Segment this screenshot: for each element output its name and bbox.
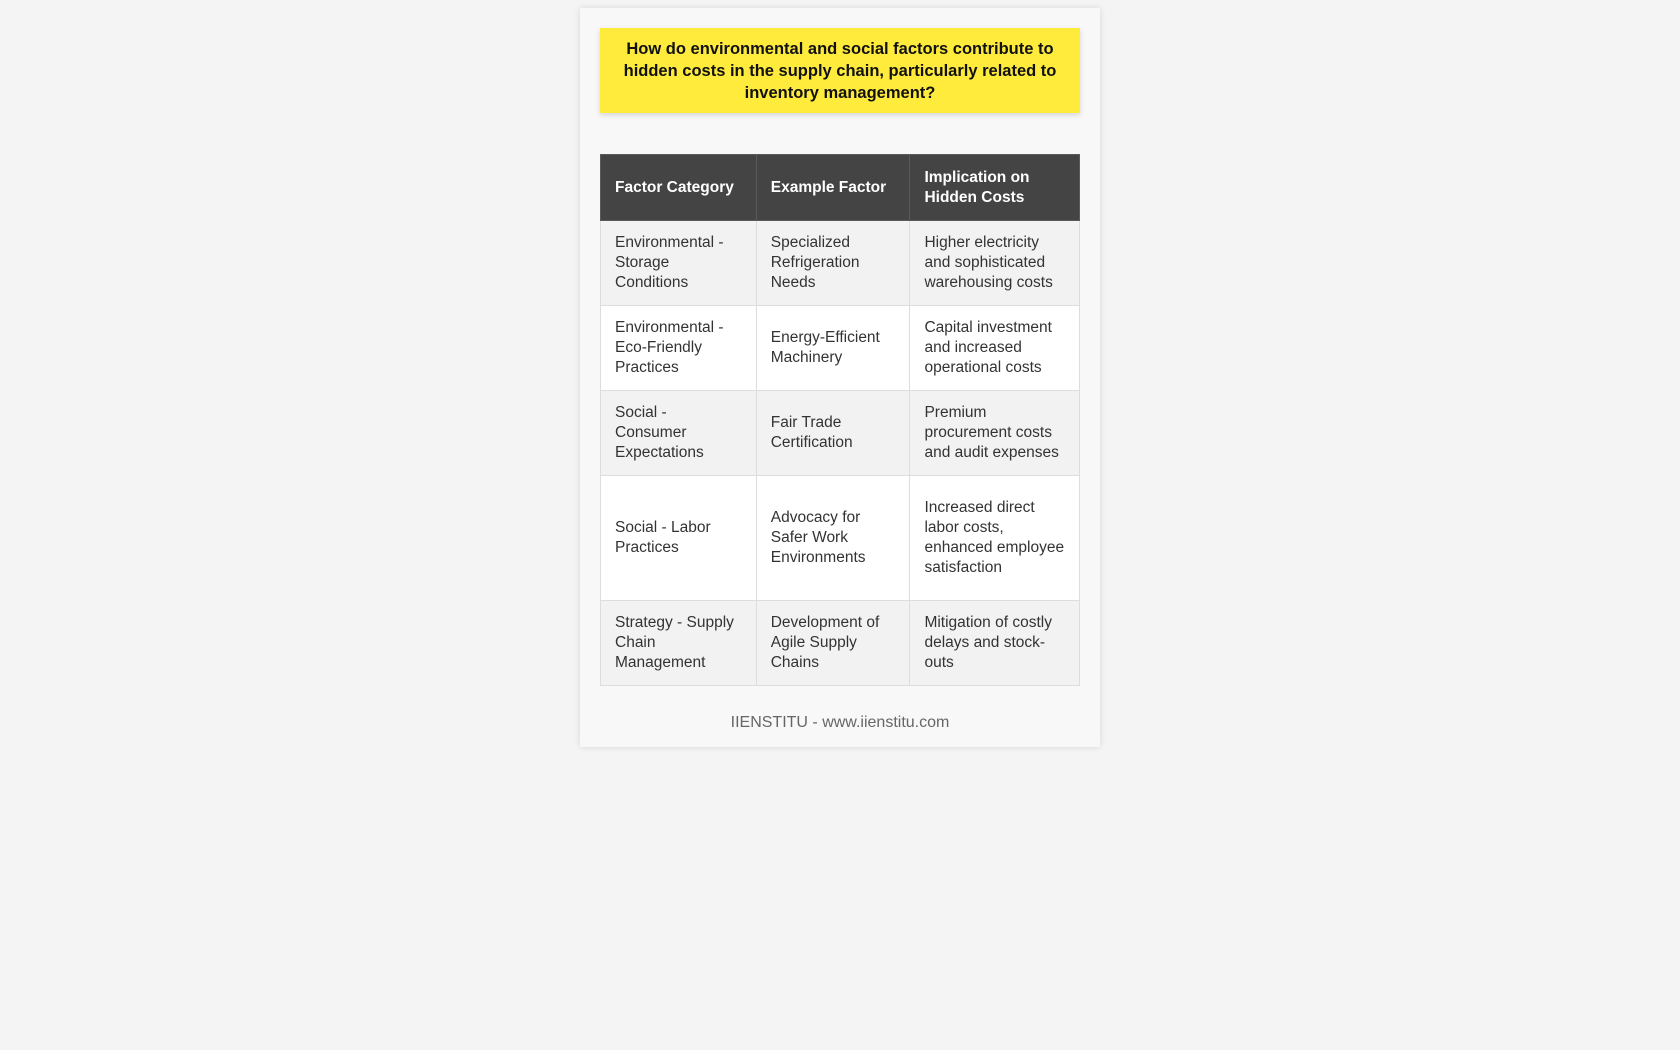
header-example-factor: Example Factor: [756, 155, 910, 221]
cell-example-factor: Energy-Efficient Machinery: [756, 306, 910, 391]
cell-factor-category: Social - Consumer Expectations: [601, 391, 757, 476]
table-row: [601, 306, 1080, 391]
cell-factor-category: Environmental - Eco-Friendly Practices: [601, 306, 757, 391]
cell-implication: Mitigation of costly delays and stock-outs: [910, 601, 1080, 686]
cell-example-factor: Specialized Refrigeration Needs: [756, 221, 910, 306]
cell-factor-category: Strategy - Supply Chain Management: [601, 601, 757, 686]
cell-implication: Premium procurement costs and audit expenses: [910, 391, 1080, 476]
header-factor-category: Factor Category: [601, 155, 757, 221]
cell-implication: Increased direct labor costs, enhanced employee satisfaction: [910, 476, 1080, 601]
cell-example-factor: Development of Agile Supply Chains: [756, 601, 910, 686]
header-implication: Implication on Hidden Costs: [910, 155, 1080, 221]
table-row: [601, 391, 1080, 476]
table-row: [601, 601, 1080, 686]
cell-factor-category: Environmental - Storage Conditions: [601, 221, 757, 306]
table-row: [601, 476, 1080, 601]
cell-example-factor: Advocacy for Safer Work Environments: [756, 476, 910, 601]
question-banner: How do environmental and social factors contribute to hidden costs in the supply chain, particularly related to inventory management?: [600, 28, 1080, 113]
table-row: [601, 221, 1080, 306]
cell-example-factor: Fair Trade Certification: [756, 391, 910, 476]
factors-table: [600, 154, 1080, 686]
content-card: [580, 8, 1100, 747]
cell-factor-category: Social - Labor Practices: [601, 476, 757, 601]
cell-implication: Higher electricity and sophisticated warehousing costs: [910, 221, 1080, 306]
footer-credit: IIENSTITU - www.iienstitu.com: [730, 714, 950, 731]
table-header-row: [601, 155, 1080, 221]
cell-implication: Capital investment and increased operational costs: [910, 306, 1080, 391]
